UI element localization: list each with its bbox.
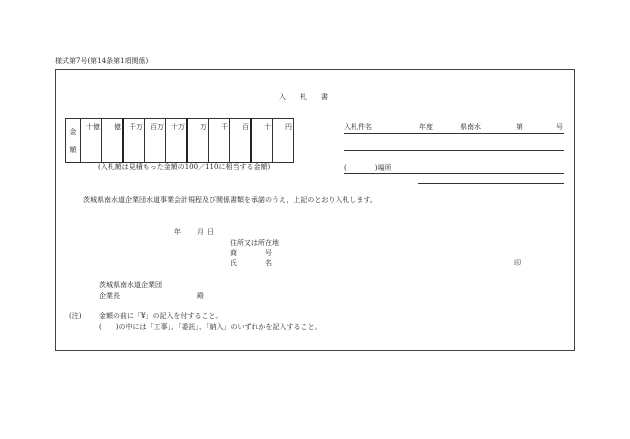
date-year-label: 年 (174, 228, 181, 236)
date-month-label: 月 (197, 228, 204, 236)
place-line-2[interactable] (418, 183, 564, 184)
amount-digit-cell[interactable]: 百 (230, 119, 252, 163)
amount-digit-cell[interactable]: 十 (251, 119, 273, 163)
amount-note: (入札額は見積もった金額の100／110に相当する金額) (98, 163, 271, 171)
amount-digit-cell[interactable]: 十億 (81, 119, 102, 163)
amount-digit-cell[interactable]: 百万 (145, 119, 166, 163)
form-number-label: 様式第7号(第14条第1項関係) (55, 57, 149, 65)
notes-label: (注) (69, 312, 82, 320)
bid-form-frame (55, 69, 575, 351)
case-number-prefix: 第 (516, 123, 523, 131)
amount-digit-cell[interactable]: 円 (273, 119, 294, 163)
form-title: 入 札 書 (279, 93, 328, 101)
amount-digit-cell[interactable]: 万 (187, 119, 209, 163)
name-label: 氏 名 (230, 259, 272, 267)
case-name-line-2[interactable] (344, 150, 564, 151)
case-number-suffix: 号 (556, 123, 563, 131)
amount-digit-cell[interactable]: 千 (209, 119, 230, 163)
seal-mark: 印 (514, 259, 521, 267)
address-label: 住所又は所在地 (230, 239, 279, 247)
place-label: ( )場所 (344, 164, 392, 172)
amount-digit-cell[interactable]: 億 (102, 119, 124, 163)
addressee-honorific: 殿 (197, 292, 204, 300)
case-name-underline (344, 133, 564, 134)
addressee-org: 茨城県南水道企業団 (99, 281, 162, 289)
addressee-title: 企業長 (99, 292, 120, 300)
declaration-text: 茨城県南水道企業団水道事業会計規程及び関係書類を承諾のうえ，上記のとおり入札します。 (83, 196, 377, 204)
amount-digit-cell[interactable]: 十万 (166, 119, 188, 163)
date-day-label: 日 (207, 228, 214, 236)
note-1: 金額の前に「¥」の記入を付すること。 (99, 312, 223, 320)
place-underline[interactable] (344, 173, 564, 174)
company-label: 商 号 (230, 249, 272, 257)
amount-row-label: 金 額 (66, 119, 81, 163)
amount-digit-cell[interactable]: 千万 (123, 119, 145, 163)
amount-table (65, 118, 294, 163)
case-name-label: 入札件名 (344, 123, 372, 131)
note-2: ( )の中には「工事」、「委託」、「納入」のいずれかを記入すること。 (99, 323, 322, 331)
case-year-label: 年度 (419, 123, 433, 131)
case-prefix-label: 県南水 (460, 123, 481, 131)
